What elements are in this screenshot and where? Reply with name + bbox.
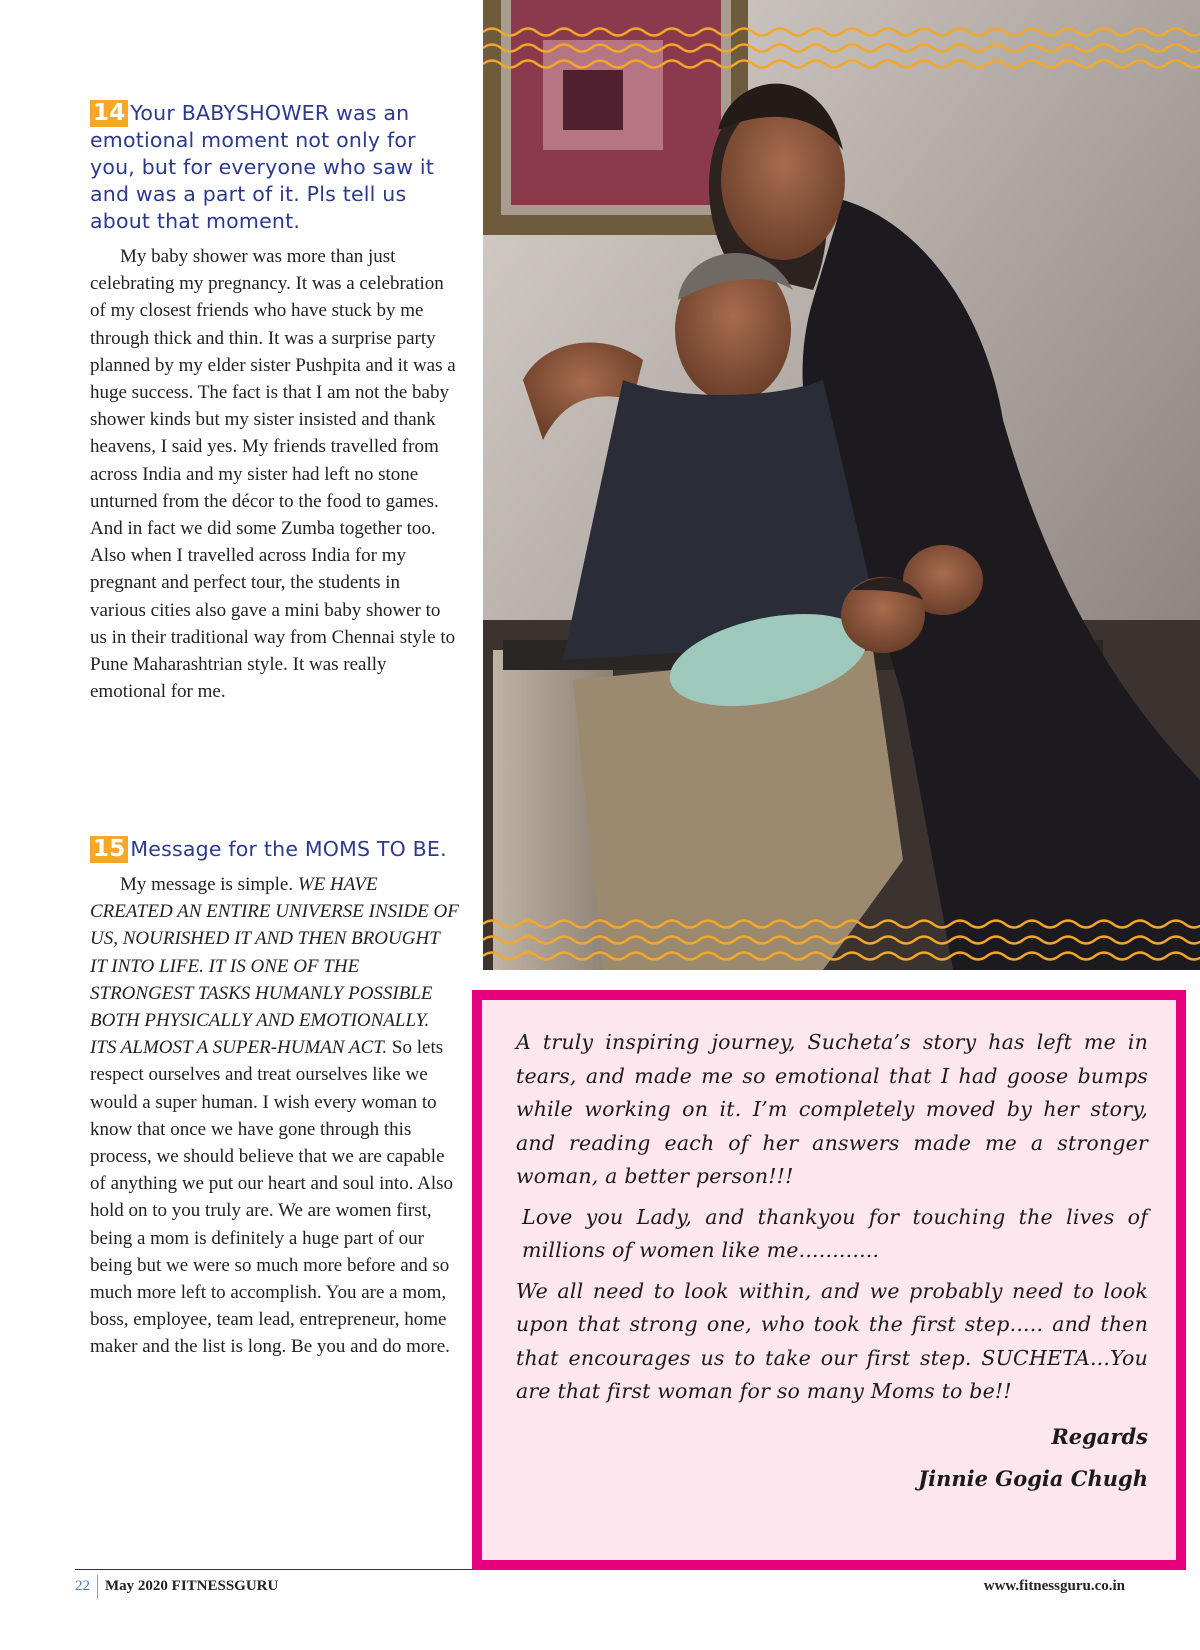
family-photo (483, 0, 1200, 970)
editor-note-paragraph: A truly inspiring journey, Sucheta’s story has left me in tears, and made me so emotional that I had goose bumps while working on it. I’m completely moved by her story, and reading each of her answers made me a stronger woman, a better person!!! (516, 1030, 1148, 1188)
regards-text: Regards (1051, 1423, 1148, 1449)
website-link[interactable]: www.fitnessguru.co.in (983, 1578, 1125, 1594)
question-15 (90, 836, 460, 1361)
page-footer (75, 1578, 1125, 1602)
answer-paragraph (90, 871, 460, 1361)
question-heading: Message for the MOMS TO BE. (130, 837, 447, 861)
page-number: 22 (75, 1578, 90, 1594)
editor-note-box (472, 990, 1186, 1570)
signature-name: Jinnie Gogia Chugh (918, 1465, 1148, 1491)
footer-separator (97, 1575, 98, 1599)
answer-lead-text: My message is simple. (120, 874, 294, 895)
answer-emphasis-text: WE HAVE CREATED AN ENTIRE UNIVERSE INSIDE OF US, NOURISHED IT AND THEN BROUGHT IT INTO LIFE. IT IS ONE OF THE STRONGEST TASKS HUMANLY POSSIBLE BOTH PHYSICALLY AND EMOTIONALLY. ITS ALMOST A SUPER-HUMAN ACT. (90, 874, 459, 1059)
footer-divider (75, 1569, 473, 1570)
answer-paragraph (90, 243, 460, 705)
article-column (90, 0, 460, 1560)
question-15-heading-block (90, 836, 460, 863)
editor-note-paragraph: We all need to look within, and we probably need to look upon that strong one, who took the first step..... and then that encourages us to take our first step. SUCHETA...You are that first woman for so many Moms to be!! (516, 1278, 1148, 1403)
answer-text: So lets respect ourselves and treat ourselves like we would a super human. I wish every woman to know that once we have gone through this process, we should believe that we are capable of anything we put our heart and soul into. Also hold on to you truly are. We are women first, being a mom is definitely a huge part of our being but we were so much more before and so much more left to accomplish. You are a mom, boss, employee, team lead, entrepreneur, home maker and the list is long. Be you and do more. (90, 1037, 454, 1358)
question-14 (90, 100, 460, 705)
question-14-heading-block (90, 100, 460, 235)
question-heading: Your BABYSHOWER was an emotional moment not only for you, but for everyone who saw it and was a part of it. Pls tell us about that moment. (90, 101, 435, 233)
issue-label: May 2020 FITNESSGURU (105, 1578, 279, 1594)
answer-text: My baby shower was more than just celebrating my pregnancy. It was a celebration of my closest friends who have stuck by me through thick and thin. It was a surprise party planned by my elder sister Pushpita and it was a huge success. The fact is that I am not the baby shower kinds but my sister insisted and thank heavens, I said yes. My friends travelled from across India and my sister had left no stone unturned from the décor to the food to games. And in fact we did some Zumba together too. Also when I travelled across India for my pregnant and perfect tour, the students in various cities also gave a mini baby shower to us in their traditional way from Chennai style to Pune Maharashtrian style. It was really emotional for me. (90, 246, 456, 703)
question-number-badge: 15 (90, 836, 128, 863)
question-number-badge: 14 (90, 100, 128, 127)
editor-note-paragraph: Love you Lady, and thankyou for touching the lives of millions of women like me............ (522, 1204, 1148, 1262)
